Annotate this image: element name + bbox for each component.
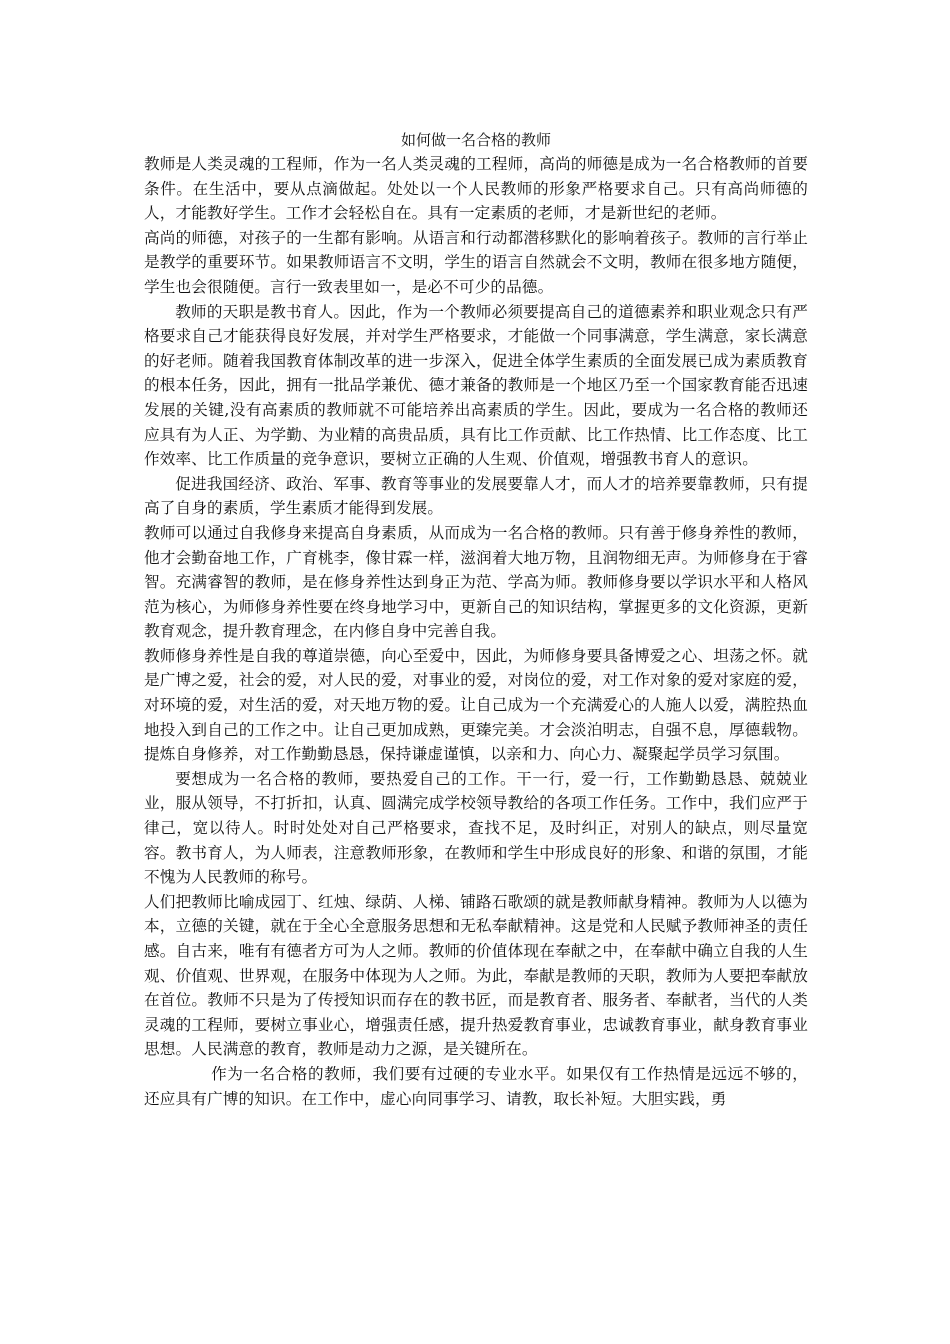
- paragraph: 高尚的师德，对孩子的一生都有影响。从语言和行动都潜移默化的影响着孩子。教师的言行举止是教学的重要环节。如果教师语言不文明，学生的语言自然就会不文明，教师在很多地方随便，学生也会很随便。言行一致表里如一，是必不可少的品德。: [144, 228, 808, 296]
- paragraph: 促进我国经济、政治、军事、教育等事业的发展要靠人才，而人才的培养要靠教师，只有提高了自身的素质，学生素质才能得到发展。: [144, 474, 808, 518]
- paragraph: 教师可以通过自我修身来提高自身素质，从而成为一名合格的教师。只有善于修身养性的教师，他才会勤奋地工作，广育桃李，像甘霖一样，滋润着大地万物，且润物细无声。为师修身在于睿智。充满睿智的教师，是在修身养性达到身正为范、学高为师。教师修身要以学识水平和人格风范为核心，为师修身养性要在终身地学习中，更新自己的知识结构，掌握更多的文化资源，更新教育观念，提升教育理念，在内修自身中完善自我。: [144, 523, 808, 641]
- paragraph: 教师修身养性是自我的尊道崇德，向心至爱中，因此，为师修身要具备博爱之心、坦荡之怀。就是广博之爱，社会的爱，对人民的爱，对事业的爱，对岗位的爱，对工作对象的爱对家庭的爱，对环境的爱，对生活的爱，对天地万物的爱。让自己成为一个充满爱心的人施人以爱，满腔热血地投入到自己的工作之中。让自己更加成熟，更臻完美。才会淡泊明志，自强不息，厚德载物。提炼自身修养，对工作勤勤恳恳，保持谦虚谨慎，以亲和力、向心力、凝聚起学员学习氛围。: [144, 646, 808, 764]
- paragraph: 作为一名合格的教师，我们要有过硬的专业水平。如果仅有工作热情是远远不够的，还应具有广博的知识。在工作中，虚心向同事学习、请教，取长补短。大胆实践，勇: [144, 1064, 808, 1108]
- document-page: [144, 128, 808, 1111]
- paragraph: 教师是人类灵魂的工程师，作为一名人类灵魂的工程师，高尚的师德是成为一名合格教师的首要条件。在生活中，要从点滴做起。处处以一个人民教师的形象严格要求自己。只有高尚师德的人，才能教好学生。工作才会轻松自在。具有一定素质的老师，才是新世纪的老师。: [144, 155, 808, 223]
- document-title: 如何做一名合格的教师: [400, 131, 551, 149]
- paragraph: 教师的天职是教书育人。因此，作为一个教师必须要提高自己的道德素养和职业观念只有严格要求自己才能获得良好发展，并对学生严格要求，才能做一个同事满意，学生满意，家长满意的好老师。随着我国教育体制改革的进一步深入，促进全体学生素质的全面发展已成为素质教育的根本任务，因此，拥有一批品学兼优、德才兼备的教师是一个地区乃至一个国家教育能否迅速发展的关键,没有高素质的教师就不可能培养出高素质的学生。因此，要成为一名合格的教师还应具有为人正、为学勤、为业精的高贵品质，具有比工作贡献、比工作热情、比工作态度、比工作效率、比工作质量的竞争意识，要树立正确的人生观、价值观，增强教书育人的意识。: [144, 302, 808, 469]
- paragraph: 人们把教师比喻成园丁、红烛、绿荫、人梯、铺路石歌颂的就是教师献身精神。教师为人以德为本，立德的关键，就在于全心全意服务思想和无私奉献精神。这是党和人民赋予教师神圣的责任感。自古来，唯有有德者方可为人之师。教师的价值体现在奉献之中，在奉献中确立自我的人生观、价值观、世界观，在服务中体现为人之师。为此，奉献是教师的天职，教师为人要把奉献放在首位。教师不只是为了传授知识而存在的教书匠，而是教育者、服务者、奉献者，当代的人类灵魂的工程师，要树立事业心，增强责任感，提升热爱教育事业，忠诚教育事业，献身教育事业思想。人民满意的教育，教师是动力之源，是关键所在。: [144, 892, 808, 1059]
- paragraph: 要想成为一名合格的教师，要热爱自己的工作。干一行，爱一行，工作勤勤恳恳、兢兢业业，服从领导，不打折扣，认真、圆满完成学校领导教给的各项工作任务。工作中，我们应严于律己，宽以待人。时时处处对自己严格要求，查找不足，及时纠正，对别人的缺点，则尽量宽容。教书育人，为人师表，注意教师形象，在教师和学生中形成良好的形象、和谐的氛围，才能不愧为人民教师的称号。: [144, 769, 808, 887]
